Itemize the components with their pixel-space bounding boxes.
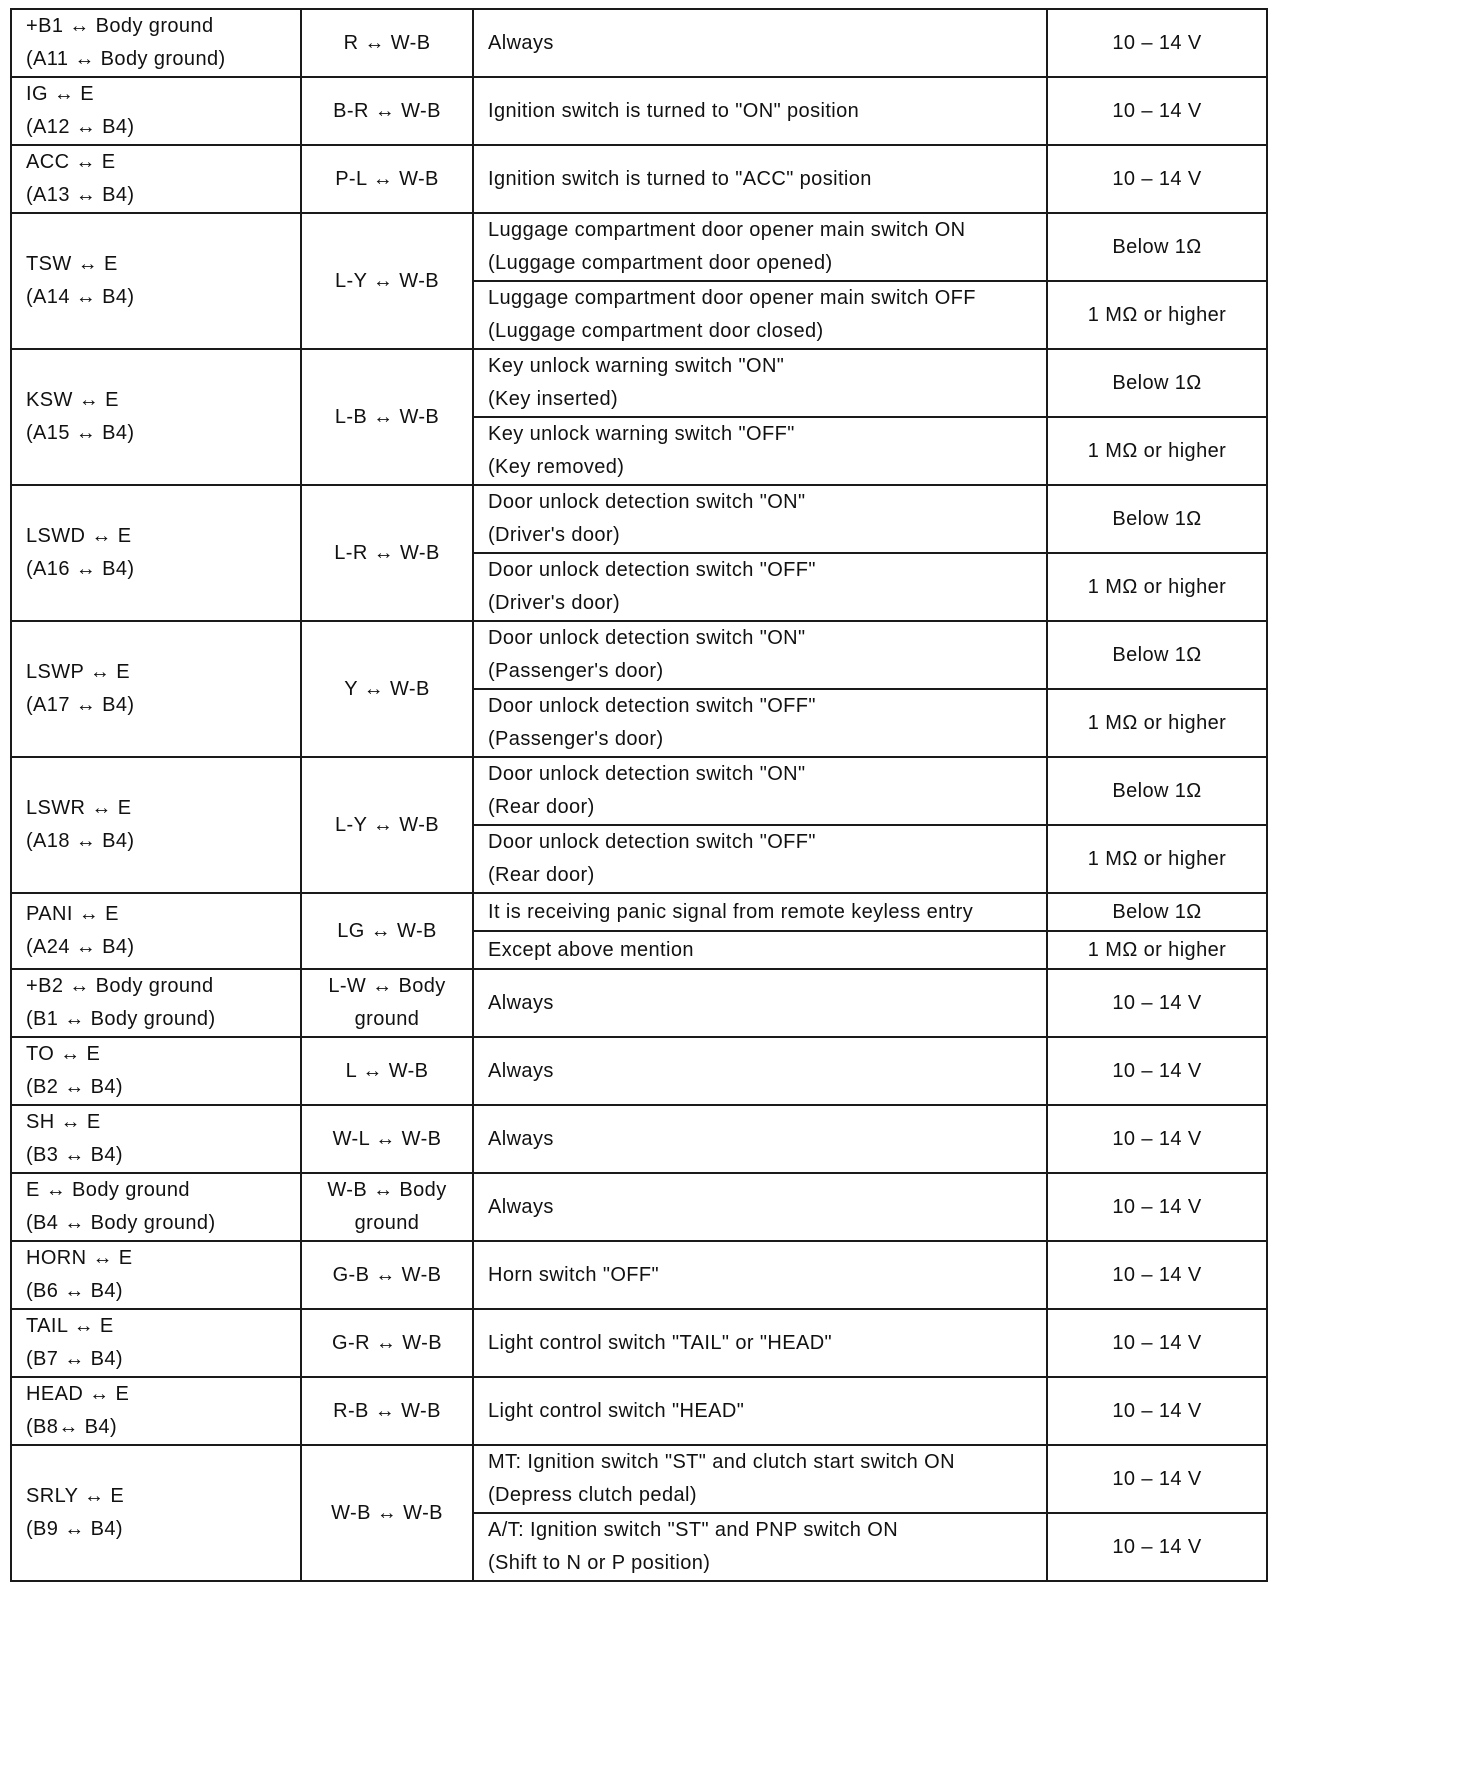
condition-cell bbox=[473, 1241, 1047, 1309]
result-value: Below 1Ω bbox=[1047, 757, 1267, 825]
terminal-cell bbox=[11, 1241, 301, 1309]
terminal-inspection-table bbox=[10, 8, 1268, 1582]
wire-color-cell-line: LG ↔ W-B bbox=[337, 919, 437, 942]
terminal-cell bbox=[11, 969, 301, 1037]
terminal-cell-line: LSWD ↔ E bbox=[26, 525, 132, 547]
condition-cell-line: Key unlock warning switch "OFF" bbox=[488, 423, 795, 445]
terminal-cell bbox=[11, 213, 301, 349]
result-value: 10 – 14 V bbox=[1047, 9, 1267, 77]
wire-color-cell-line: ground bbox=[354, 1212, 420, 1234]
wire-color-cell-line: B-R ↔ W-B bbox=[333, 99, 441, 122]
table-row bbox=[11, 1241, 1267, 1309]
result-value: 10 – 14 V bbox=[1047, 1105, 1267, 1173]
condition-cell bbox=[473, 931, 1047, 969]
terminal-cell-line: (B6 ↔ B4) bbox=[26, 1280, 123, 1302]
wire-color-cell bbox=[301, 1105, 473, 1173]
table-row bbox=[11, 757, 1267, 825]
terminal-cell-line: (A14 ↔ B4) bbox=[26, 286, 135, 308]
condition-cell bbox=[473, 485, 1047, 553]
condition-cell bbox=[473, 893, 1047, 931]
condition-cell-line: (Shift to N or P position) bbox=[488, 1552, 711, 1574]
result-value: 10 – 14 V bbox=[1047, 1445, 1267, 1513]
condition-cell-line: Except above mention bbox=[488, 938, 694, 961]
condition-cell-line: Luggage compartment door opener main switch ON bbox=[488, 219, 966, 241]
condition-cell-line: Ignition switch is turned to "ACC" position bbox=[488, 167, 872, 190]
condition-cell-line: (Passenger's door) bbox=[488, 660, 664, 682]
terminal-cell bbox=[11, 77, 301, 145]
condition-cell bbox=[473, 281, 1047, 349]
terminal-cell-line: (B7 ↔ B4) bbox=[26, 1348, 123, 1370]
terminal-cell-line: (A17 ↔ B4) bbox=[26, 694, 135, 716]
table-body bbox=[11, 9, 1267, 1581]
wire-color-cell-line: R-B ↔ W-B bbox=[333, 1399, 441, 1422]
condition-cell-line: (Luggage compartment door closed) bbox=[488, 320, 824, 342]
condition-cell-line: MT: Ignition switch "ST" and clutch start switch ON bbox=[488, 1451, 955, 1473]
result-value: 10 – 14 V bbox=[1047, 1241, 1267, 1309]
terminal-cell bbox=[11, 1105, 301, 1173]
condition-cell bbox=[473, 825, 1047, 893]
condition-cell-line: Door unlock detection switch "OFF" bbox=[488, 695, 816, 717]
wire-color-cell bbox=[301, 9, 473, 77]
result-value: 1 MΩ or higher bbox=[1047, 931, 1267, 969]
terminal-cell bbox=[11, 1309, 301, 1377]
table-row bbox=[11, 1173, 1267, 1241]
wire-color-cell bbox=[301, 893, 473, 969]
wire-color-cell bbox=[301, 969, 473, 1037]
table-row bbox=[11, 145, 1267, 213]
result-value: 10 – 14 V bbox=[1047, 1309, 1267, 1377]
condition-cell bbox=[473, 1377, 1047, 1445]
condition-cell bbox=[473, 145, 1047, 213]
condition-cell-line: It is receiving panic signal from remote keyless entry bbox=[488, 900, 974, 923]
condition-cell bbox=[473, 553, 1047, 621]
terminal-cell-line: (A15 ↔ B4) bbox=[26, 422, 135, 444]
condition-cell bbox=[473, 1105, 1047, 1173]
table-row bbox=[11, 77, 1267, 145]
terminal-cell bbox=[11, 1445, 301, 1581]
condition-cell bbox=[473, 9, 1047, 77]
condition-cell-line: Horn switch "OFF" bbox=[488, 1263, 660, 1286]
table-row bbox=[11, 621, 1267, 689]
table-row bbox=[11, 1309, 1267, 1377]
table-row bbox=[11, 969, 1267, 1037]
condition-cell-line: Ignition switch is turned to "ON" position bbox=[488, 99, 860, 122]
condition-cell-line: Door unlock detection switch "OFF" bbox=[488, 831, 816, 853]
condition-cell bbox=[473, 689, 1047, 757]
result-value: Below 1Ω bbox=[1047, 213, 1267, 281]
result-value: Below 1Ω bbox=[1047, 893, 1267, 931]
condition-cell-line: Always bbox=[488, 1195, 554, 1218]
result-value: 10 – 14 V bbox=[1047, 1037, 1267, 1105]
terminal-cell bbox=[11, 9, 301, 77]
table-row bbox=[11, 1105, 1267, 1173]
wire-color-cell-line: L-Y ↔ W-B bbox=[335, 813, 439, 836]
wire-color-cell-line: G-B ↔ W-B bbox=[332, 1263, 442, 1286]
wire-color-cell-line: L-Y ↔ W-B bbox=[335, 269, 439, 292]
wire-color-cell-line: ground bbox=[354, 1008, 420, 1030]
condition-cell bbox=[473, 969, 1047, 1037]
condition-cell-line: (Key removed) bbox=[488, 456, 625, 478]
wire-color-cell bbox=[301, 1037, 473, 1105]
wire-color-cell bbox=[301, 1377, 473, 1445]
condition-cell-line: (Depress clutch pedal) bbox=[488, 1484, 697, 1506]
result-value: Below 1Ω bbox=[1047, 485, 1267, 553]
wire-color-cell bbox=[301, 349, 473, 485]
condition-cell-line: Light control switch "TAIL" or "HEAD" bbox=[488, 1331, 833, 1354]
condition-cell bbox=[473, 1173, 1047, 1241]
condition-cell-line: (Passenger's door) bbox=[488, 728, 664, 750]
terminal-cell-line: IG ↔ E bbox=[26, 83, 94, 105]
wire-color-cell bbox=[301, 213, 473, 349]
result-value: Below 1Ω bbox=[1047, 621, 1267, 689]
wire-color-cell-line: R ↔ W-B bbox=[343, 31, 431, 54]
condition-cell-line: Always bbox=[488, 1059, 554, 1082]
result-value: 1 MΩ or higher bbox=[1047, 689, 1267, 757]
terminal-cell-line: (B8↔ B4) bbox=[26, 1416, 118, 1438]
terminal-cell bbox=[11, 1037, 301, 1105]
terminal-cell-line: (A18 ↔ B4) bbox=[26, 830, 135, 852]
terminal-cell bbox=[11, 1377, 301, 1445]
condition-cell-line: Always bbox=[488, 1127, 554, 1150]
condition-cell-line: (Driver's door) bbox=[488, 524, 621, 546]
condition-cell-line: (Luggage compartment door opened) bbox=[488, 252, 833, 274]
result-value: 1 MΩ or higher bbox=[1047, 825, 1267, 893]
result-value: 10 – 14 V bbox=[1047, 145, 1267, 213]
terminal-cell-line: +B1 ↔ Body ground bbox=[26, 15, 214, 37]
terminal-cell-line: (A13 ↔ B4) bbox=[26, 184, 135, 206]
condition-cell-line: Light control switch "HEAD" bbox=[488, 1399, 745, 1422]
condition-cell bbox=[473, 1037, 1047, 1105]
wire-color-cell-line: L ↔ W-B bbox=[345, 1059, 429, 1082]
result-value: 10 – 14 V bbox=[1047, 1173, 1267, 1241]
table-row bbox=[11, 485, 1267, 553]
table-row bbox=[11, 9, 1267, 77]
result-value: 10 – 14 V bbox=[1047, 1513, 1267, 1581]
terminal-cell-line: (B9 ↔ B4) bbox=[26, 1518, 123, 1540]
condition-cell bbox=[473, 621, 1047, 689]
terminal-cell-line: PANI ↔ E bbox=[26, 903, 119, 925]
condition-cell bbox=[473, 349, 1047, 417]
wire-color-cell bbox=[301, 1173, 473, 1241]
table-row bbox=[11, 1445, 1267, 1513]
terminal-cell-line: TAIL ↔ E bbox=[26, 1315, 114, 1337]
condition-cell-line: Luggage compartment door opener main switch OFF bbox=[488, 287, 976, 309]
terminal-cell-line: (B3 ↔ B4) bbox=[26, 1144, 123, 1166]
result-value: 1 MΩ or higher bbox=[1047, 281, 1267, 349]
terminal-cell-line: (A24 ↔ B4) bbox=[26, 936, 135, 958]
wire-color-cell-line: W-B ↔ W-B bbox=[331, 1501, 443, 1524]
condition-cell bbox=[473, 77, 1047, 145]
terminal-cell-line: KSW ↔ E bbox=[26, 389, 119, 411]
condition-cell-line: (Rear door) bbox=[488, 796, 595, 818]
condition-cell-line: Door unlock detection switch "ON" bbox=[488, 763, 806, 785]
condition-cell bbox=[473, 1513, 1047, 1581]
terminal-cell bbox=[11, 621, 301, 757]
terminal-cell bbox=[11, 1173, 301, 1241]
table-row bbox=[11, 1377, 1267, 1445]
table-row bbox=[11, 213, 1267, 281]
table-row bbox=[11, 893, 1267, 931]
condition-cell-line: Key unlock warning switch "ON" bbox=[488, 355, 785, 377]
terminal-cell bbox=[11, 757, 301, 893]
condition-cell bbox=[473, 417, 1047, 485]
terminal-cell-line: HORN ↔ E bbox=[26, 1247, 133, 1269]
terminal-cell-line: TO ↔ E bbox=[26, 1043, 101, 1065]
condition-cell-line: Door unlock detection switch "OFF" bbox=[488, 559, 816, 581]
wire-color-cell bbox=[301, 621, 473, 757]
terminal-cell-line: LSWP ↔ E bbox=[26, 661, 130, 683]
wire-color-cell-line: L-W ↔ Body bbox=[328, 975, 446, 997]
terminal-cell-line: E ↔ Body ground bbox=[26, 1179, 190, 1201]
condition-cell bbox=[473, 1309, 1047, 1377]
terminal-cell-line: (A11 ↔ Body ground) bbox=[26, 48, 226, 70]
wire-color-cell-line: Y ↔ W-B bbox=[344, 677, 430, 700]
terminal-cell-line: (B2 ↔ B4) bbox=[26, 1076, 123, 1098]
wire-color-cell-line: P-L ↔ W-B bbox=[335, 167, 439, 190]
condition-cell-line: (Rear door) bbox=[488, 864, 595, 886]
condition-cell-line: A/T: Ignition switch "ST" and PNP switch ON bbox=[488, 1519, 899, 1541]
wire-color-cell bbox=[301, 1309, 473, 1377]
terminal-cell bbox=[11, 893, 301, 969]
wire-color-cell-line: L-B ↔ W-B bbox=[334, 405, 440, 428]
terminal-cell-line: LSWR ↔ E bbox=[26, 797, 132, 819]
wire-color-cell bbox=[301, 1445, 473, 1581]
terminal-cell-line: SRLY ↔ E bbox=[26, 1485, 125, 1507]
result-value: 1 MΩ or higher bbox=[1047, 553, 1267, 621]
condition-cell-line: (Key inserted) bbox=[488, 388, 619, 410]
result-value: 1 MΩ or higher bbox=[1047, 417, 1267, 485]
terminal-cell-line: HEAD ↔ E bbox=[26, 1383, 130, 1405]
condition-cell bbox=[473, 213, 1047, 281]
wire-color-cell bbox=[301, 77, 473, 145]
terminal-cell-line: (B1 ↔ Body ground) bbox=[26, 1008, 216, 1030]
wire-color-cell bbox=[301, 757, 473, 893]
condition-cell bbox=[473, 757, 1047, 825]
condition-cell-line: Always bbox=[488, 991, 554, 1014]
wire-color-cell-line: L-R ↔ W-B bbox=[334, 541, 440, 564]
wire-color-cell-line: W-L ↔ W-B bbox=[332, 1127, 442, 1150]
wire-color-cell bbox=[301, 485, 473, 621]
condition-cell bbox=[473, 1445, 1047, 1513]
wire-color-cell-line: W-B ↔ Body bbox=[327, 1179, 447, 1201]
condition-cell-line: Always bbox=[488, 31, 554, 54]
terminal-cell-line: (A16 ↔ B4) bbox=[26, 558, 135, 580]
terminal-cell-line: SH ↔ E bbox=[26, 1111, 101, 1133]
condition-cell-line: Door unlock detection switch "ON" bbox=[488, 627, 806, 649]
wire-color-cell bbox=[301, 1241, 473, 1309]
result-value: 10 – 14 V bbox=[1047, 1377, 1267, 1445]
terminal-cell bbox=[11, 145, 301, 213]
terminal-cell-line: TSW ↔ E bbox=[26, 253, 118, 275]
terminal-cell-line: +B2 ↔ Body ground bbox=[26, 975, 214, 997]
terminal-cell bbox=[11, 349, 301, 485]
terminal-cell bbox=[11, 485, 301, 621]
condition-cell-line: (Driver's door) bbox=[488, 592, 621, 614]
wire-color-cell bbox=[301, 145, 473, 213]
table-row bbox=[11, 349, 1267, 417]
terminal-cell-line: (A12 ↔ B4) bbox=[26, 116, 135, 138]
result-value: 10 – 14 V bbox=[1047, 969, 1267, 1037]
condition-cell-line: Door unlock detection switch "ON" bbox=[488, 491, 806, 513]
terminal-cell-line: ACC ↔ E bbox=[26, 151, 116, 173]
wire-color-cell-line: G-R ↔ W-B bbox=[332, 1331, 442, 1354]
table-row bbox=[11, 1037, 1267, 1105]
terminal-cell-line: (B4 ↔ Body ground) bbox=[26, 1212, 216, 1234]
result-value: Below 1Ω bbox=[1047, 349, 1267, 417]
result-value: 10 – 14 V bbox=[1047, 77, 1267, 145]
